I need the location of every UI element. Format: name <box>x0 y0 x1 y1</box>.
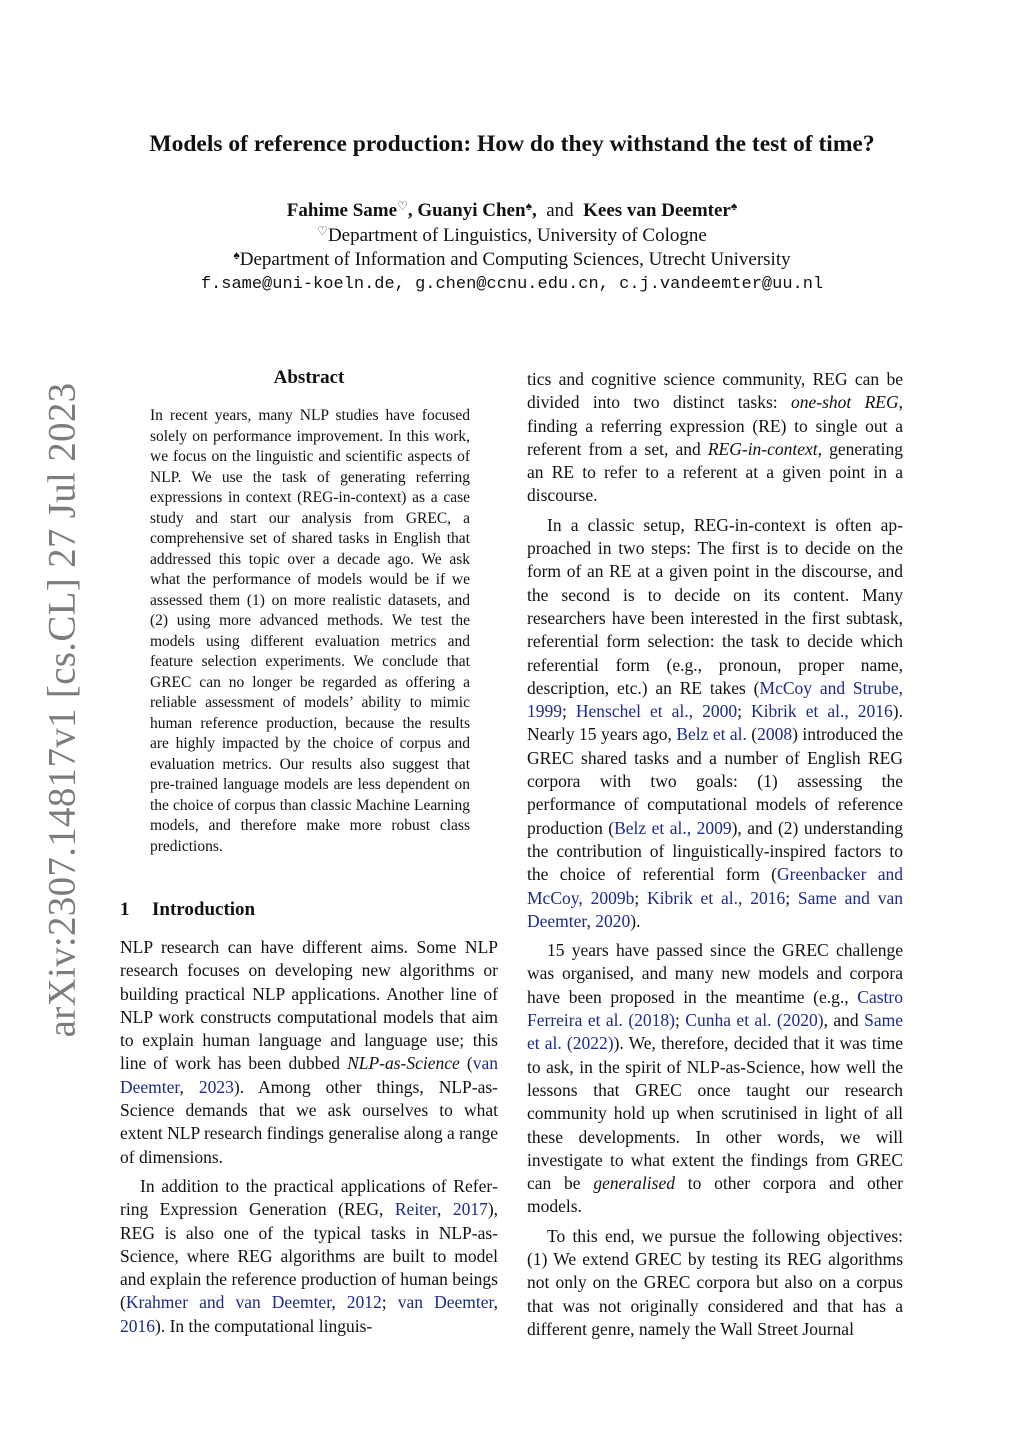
citation-link[interactable]: Belz et al. <box>676 724 747 745</box>
citation-link[interactable]: Cunha et al. (2020) <box>685 1010 824 1031</box>
citation-link[interactable]: Reiter <box>394 1199 437 1220</box>
citation-link[interactable]: van Deemter <box>397 1292 494 1313</box>
section-title: Introduction <box>152 899 256 920</box>
heart-icon: ♡ <box>397 199 408 213</box>
author-emails[interactable]: f.same@uni-koeln.de, g.chen@ccnu.edu.cn, c.j.vandeemter@uu.nl <box>200 274 824 294</box>
author-name: Kees van Deemter <box>583 200 731 221</box>
affiliation-text: Department of Information and Computing Sciences, Utrecht University <box>239 249 791 270</box>
citation-link[interactable]: Greenbacker and McCoy, 2009b <box>527 864 903 908</box>
paragraph: NLP research can have different aims. Some NLP research focuses on developing new algorithms or building practical NLP applications. Another line of NLP work constructs computational models that aim to explain human language and language use; this line of work has been dubbed NLP-as-Science (van Deemter, 2023). Among other things, NLP-as-Science demands that we ask ourselves to what extent NLP research findings generalise along a range of dimensions. <box>120 937 499 1167</box>
heart-icon: ♡ <box>317 223 328 238</box>
paragraph: tics and cognitive science community, REG can be divided into two distinct tasks: one-shot REG, finding a referring expression (RE) to single out a referent from a set, and REG-in-context, generating an RE to refer to a referent at a given point in a discourse. <box>527 369 903 506</box>
citation-link[interactable]: 2016 <box>120 1315 155 1336</box>
affiliation-text: Department of Linguistics, University of Cologne <box>327 224 707 246</box>
citation-link[interactable]: 2017 <box>452 1199 488 1220</box>
citation-link[interactable]: McCoy and Strube, 1999 <box>527 677 903 722</box>
affiliation-line <box>0 248 1024 273</box>
author-conjunction: and <box>546 200 574 221</box>
paragraph: In a classic setup, REG-in-context is often approached in two steps: The first is to decide on the form of an RE at a given point in the discourse, and the second is to decide on its content. Many researchers have been interested in the first subtask, referential form selection: the task to decide which referential form (e.g., pronoun, proper name, description, etc.) an RE takes (McCoy and Strube, 1999; Henschel et al., 2000; Kibrik et al., 2016). Nearly 15 years ago, Belz et al. (2008) introduced the GREC shared tasks and a number of English REG corpora with two goals: (1) assessing the performance of computational models of reference production (Belz et al., 2009), and (2) understanding the contribution of linguistically-inspired factors to the choice of referential form (Greenbacker and McCoy, 2009b; Kibrik et al., 2016; Same and van Deemter, 2020). <box>527 514 904 931</box>
spade-icon: ♠ <box>233 248 240 262</box>
citation-link[interactable]: 2020 <box>595 910 631 931</box>
arxiv-identifier[interactable]: arXiv:2307.14817v1 [cs.CL] 27 Jul 2023 <box>40 382 84 1038</box>
citation-link[interactable]: Belz et al., 2009 <box>614 817 732 838</box>
citation-link[interactable]: Same and van Deemter <box>527 887 903 931</box>
abstract-body: In recent years, many NLP studies have focused solely on performance improvement. In this work, we focus on the linguistic and scientific aspects of NLP. We use the task of generating referring expressions in context (REG-in-context) as a case study and start our analysis from GREC, a comprehensive set of shared tasks in English that addressed this topic over a decade ago. We ask what the performance of models would be if we assessed them (1) on more realistic datasets, and (2) using more advanced methods. We test the models using different evaluation metrics and feature selection experiments. We conclude that GREC can no longer be regarded as offering a reliable assessment of models’ ability to mimic human reference production, because the results are highly impacted by the choice of corpus and evaluation metrics. Our results also suggest that pre-trained language models are less dependent on the choice of corpus than classic Machine Learning models, and therefore make more robust class predictions. <box>150 407 470 855</box>
citation-link[interactable]: Henschel et al., 2000 <box>575 701 738 722</box>
citation-link[interactable]: 2023 <box>198 1076 234 1097</box>
citation-link[interactable]: Kibrik et al., 2016 <box>647 887 786 908</box>
citation-link[interactable]: Kibrik et al., 2016 <box>750 701 893 722</box>
spade-icon: ♠ <box>525 199 532 213</box>
citation-link[interactable]: 2008 <box>757 724 793 745</box>
spade-icon: ♠ <box>730 199 738 213</box>
citation-link[interactable]: van Deemter <box>120 1053 499 1097</box>
left-column-text <box>120 936 498 1338</box>
right-column-text <box>527 368 903 1341</box>
section-heading <box>120 899 255 921</box>
author-line: Fahime Same♡, Guanyi Chen♠, and Kees van Deemter♠ <box>286 199 738 221</box>
section-number: 1 <box>120 899 130 920</box>
citation-link[interactable]: 2012 <box>346 1292 382 1313</box>
citation-link[interactable]: Castro Ferreira et al. (2018) <box>527 986 903 1031</box>
affiliation-line <box>0 224 1024 249</box>
author-name: Guanyi Chen <box>417 200 526 221</box>
author-name: Fahime Same <box>286 200 398 221</box>
paragraph: 15 years have passed since the GREC challenge was organised, and many new models and corpora have been proposed in the meantime (e.g., Castro Ferreira et al. (2018); Cunha et al. (2020), and Same et al. (2022)). We, therefore, decided that it was time to ask, in the spirit of NLP-as-Science, how well the lessons that GREC once taught our research community hold up when scrutinised in light of all these developments. In other words, we will investigate to what extent the findings from GREC can be generalised to other corpora and other models. <box>527 940 904 1217</box>
paper-title: Models of reference production: How do they withstand the test of time? <box>149 131 875 157</box>
author-block <box>0 199 1024 297</box>
abstract-heading: Abstract <box>273 367 345 388</box>
citation-link[interactable]: Same et al. (2022) <box>527 1010 903 1054</box>
citation-link[interactable]: Krahmer and van Deemter <box>125 1292 332 1313</box>
paragraph: In addition to the practical applications of Referring Expression Generation (REG, Reiter, 2017), REG is also one of the typical tasks in NLP-as-Science, where REG algorithms are built to model and explain the reference production of human beings (Krahmer and van Deemter, 2012; van Deemter, 2016). In the computational linguis- <box>120 1175 499 1336</box>
paragraph: To this end, we pursue the following objectives: (1) We extend GREC by testing its REG algorithms not only on the GREC corpora but also on a corpus that was not originally considered and that has a different genre, namely the Wall Street Journal <box>527 1225 903 1339</box>
